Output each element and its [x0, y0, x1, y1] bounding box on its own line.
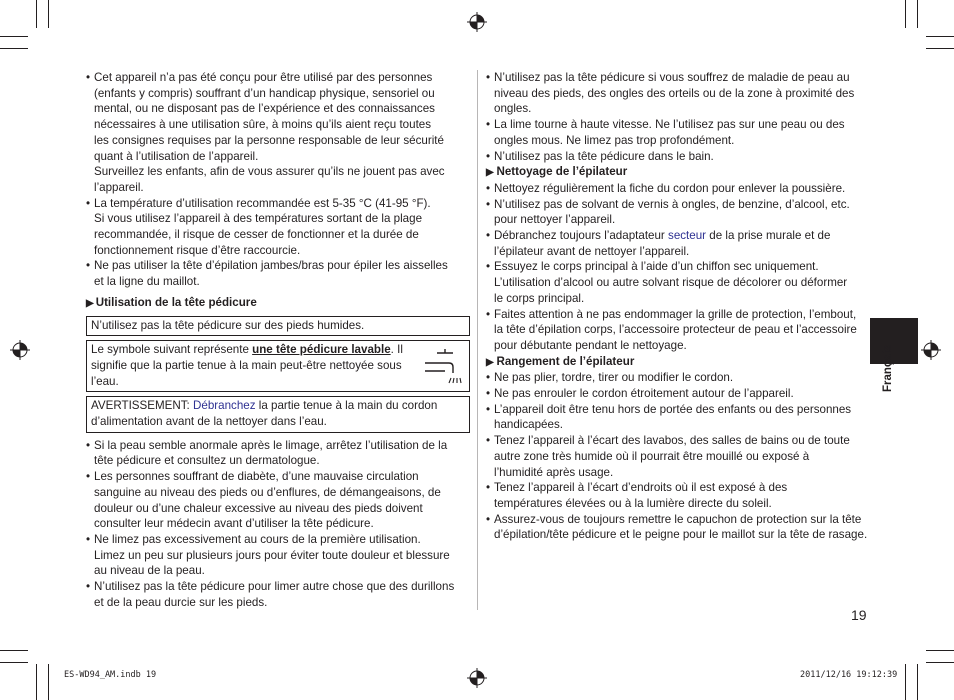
- list-item-line: Ne pas plier, tordre, tirer ou modifier le cordon.: [494, 371, 734, 385]
- list-item: • Assurez-vous de toujours remettre le capuchon de protection sur la tête d’épilation/tête pédicure et le peigne pour le maillot sur la tête de rasage.: [486, 512, 870, 543]
- list-item-line: les consignes requises par la personne responsable de leur sécurité: [94, 133, 444, 147]
- list-item-line: N’utilisez pas la tête pédicure pour limer autre chose que des durillons: [94, 580, 455, 594]
- registration-mark-icon: [467, 12, 487, 32]
- list-item-line: Nettoyez régulièrement la fiche du cordon pour enlever la poussière.: [494, 181, 846, 195]
- list-item-line: tête pédicure et consultez un dermatologue.: [94, 454, 320, 468]
- list-item-line: Tenez l’appareil à l’écart d’endroits où il est exposé à des: [494, 481, 788, 495]
- footer-timestamp: 2011/12/16 19:12:39: [800, 670, 898, 680]
- list-item-line: Ne pas enrouler le cordon étroitement autour de l’appareil.: [494, 387, 794, 401]
- list-item-line: autre zone très humide où il pourrait être mouillé ou exposé à: [494, 449, 810, 463]
- list-item-line: et de la peau durcie sur les pieds.: [94, 595, 268, 609]
- list-item-line: Faites attention à ne pas endommager la grille de protection, l’embout,: [494, 307, 857, 321]
- list-item: • Ne pas plier, tordre, tirer ou modifier le cordon.: [486, 370, 870, 386]
- list-item-line: températures élevées ou à la lumière directe du soleil.: [494, 496, 772, 510]
- section-heading: ▶ Utilisation de la tête pédicure: [86, 295, 257, 309]
- section-heading: ▶ Rangement de l’épilateur: [486, 354, 635, 368]
- list-item: • Tenez l’appareil à l’écart des lavabos, des salles de bains ou de toute autre zone très humide où il pourrait être mouillé ou exposé à l’humidité après usage.: [486, 433, 870, 480]
- left-column: [86, 70, 470, 611]
- list-item: • Faites attention à ne pas endommager la grille de protection, l’embout, la tête d’épilation corps, l’accessoire protecteur de peau et l’accessoire pour débutante pendant le nettoyage.: [486, 307, 870, 354]
- language-tab: [870, 318, 918, 364]
- list-item-line: Limez un peu sur plusieurs jours pour éviter toute douleur et blessure: [94, 548, 450, 562]
- list-item-line: l’appareil.: [94, 180, 144, 194]
- list-item-line: ongles mous. Ne limez pas trop profondément.: [494, 133, 735, 147]
- list-item: • Si la peau semble anormale après le limage, arrêtez l’utilisation de la tête pédicure et consultez un dermatologue.: [86, 438, 470, 469]
- list-item-line: Tenez l’appareil à l’écart des lavabos, des salles de bains ou de toute: [494, 434, 850, 448]
- list-item-line: handicapées.: [494, 418, 563, 432]
- list-item-line: nécessaires à une utilisation sûre, à moins qu’ils aient reçu toutes: [94, 118, 432, 132]
- list-item-line: fonctionnement risque d’être raccourcie.: [94, 243, 301, 257]
- section-heading: ▶ Nettoyage de l’épilateur: [486, 165, 628, 179]
- list-item-line: sanguine au niveau des pieds ou d’enflures, de démangeaisons, de: [94, 485, 441, 499]
- list-item-line: La température d’utilisation recommandée est 5-35 °C (41-95 °F).: [94, 196, 431, 210]
- water-tap-icon: [423, 347, 465, 387]
- list-item-line: d’épilation/tête pédicure et le peigne pour le maillot sur la tête de rasage.: [494, 528, 868, 542]
- crop-mark: [48, 664, 49, 700]
- crop-mark: [926, 36, 954, 37]
- list-item: • N’utilisez pas la tête pédicure pour limer autre chose que des durillons et de la peau durcie sur les pieds.: [86, 579, 470, 610]
- list-item-line: l’humidité après usage.: [494, 465, 614, 479]
- list-item-line: la tête d’épilation corps, l’accessoire protecteur de peau et l’accessoire: [494, 323, 857, 337]
- list-item-line: niveau des pieds, des ongles des orteils ou de la zone à proximité des: [494, 86, 855, 100]
- list-item: • N’utilisez pas la tête pédicure dans le bain.: [486, 149, 870, 165]
- symbol-box: Le symbole suivant représente une tête pédicure lavable. Il signifie que la partie tenue à la main peut-être nettoyée sous l’eau.: [86, 340, 470, 392]
- list-item-line: ongles.: [494, 102, 532, 116]
- list-item-line: N’utilisez pas la tête pédicure dans le bain.: [494, 149, 714, 163]
- crop-mark: [917, 0, 918, 28]
- list-item-line: mental, ou ne disposant pas de l’expérience et des connaissances: [94, 102, 435, 116]
- crop-mark: [905, 0, 906, 28]
- list-item-line: Si la peau semble anormale après le limage, arrêtez l’utilisation de la: [94, 438, 448, 452]
- list-item: • La lime tourne à haute vitesse. Ne l’utilisez pas sur une peau ou des ongles mous. Ne limez pas trop profondément.: [486, 117, 870, 148]
- crop-mark: [905, 664, 906, 700]
- list-item: • Les personnes souffrant de diabète, d’une mauvaise circulation sanguine au niveau des pieds ou d’enflures, de démangeaisons, de douleur ou d’une chaleur excessive au niveau des pieds doivent consulter leur médecin avant d’utiliser la tête pédicure.: [86, 469, 470, 532]
- list-item-line: L’utilisation d’alcool ou autre solvant risque de décolorer ou déformer: [494, 276, 848, 290]
- list-item-line: le corps principal.: [494, 291, 585, 305]
- avertissement-box: AVERTISSEMENT: Débranchez la partie tenue à la main du cordon d’alimentation avant de la nettoyer dans l’eau.: [86, 396, 470, 432]
- list-item: • Nettoyez régulièrement la fiche du cordon pour enlever la poussière.: [486, 181, 870, 197]
- crop-mark: [0, 48, 28, 49]
- footer-file: ES-WD94_AM.indb 19: [64, 670, 157, 680]
- right-column: [486, 70, 870, 543]
- column-divider: [477, 70, 478, 610]
- list-item-line: L’appareil doit être tenu hors de portée des enfants ou des personnes: [494, 402, 852, 416]
- list-item-line: consulter leur médecin avant d’utiliser la tête pédicure.: [94, 517, 374, 531]
- list-item: • Ne pas utiliser la tête d’épilation jambes/bras pour épiler les aisselles et la ligne du maillot.: [86, 258, 470, 289]
- list-item-line: N’utilisez pas la tête pédicure si vous souffrez de maladie de peau au: [494, 71, 850, 84]
- list-item: • Essuyez le corps principal à l’aide d’un chiffon sec uniquement. L’utilisation d’alcool ou autre solvant risque de décolorer ou déformer le corps principal.: [486, 259, 870, 306]
- crop-mark: [917, 664, 918, 700]
- list-item-line: Si vous utilisez l’appareil à des températures sortant de la plage: [94, 212, 423, 226]
- language-label: Français: [882, 344, 894, 392]
- list-item: • L’appareil doit être tenu hors de portée des enfants ou des personnes handicapées.: [486, 402, 870, 433]
- list-item: • Cet appareil n’a pas été conçu pour être utilisé par des personnes (enfants y compris) souffrant d’un handicap physique, sensoriel ou mental, ou ne disposant pas de l’expérience et des connaissances nécessaires à une utilisation sûre, à moins qu’ils aient reçu toutes les consignes requises par la personne responsable de leur sécurité quant à l’utilisation de l’appareil. Surveillez les enfants, afin de vous assurer qu’ils ne jouent pas avec l’appareil.: [86, 70, 470, 196]
- list-item-line: et la ligne du maillot.: [94, 275, 200, 289]
- list-item-line: Essuyez le corps principal à l’aide d’un chiffon sec uniquement.: [494, 260, 819, 274]
- crop-mark: [0, 662, 28, 663]
- crop-mark: [0, 36, 28, 37]
- crop-mark: [48, 0, 49, 28]
- list-item: • N’utilisez pas de solvant de vernis à ongles, de benzine, d’alcool, etc. pour nettoyer l’appareil.: [486, 197, 870, 228]
- list-item-line: Ne limez pas excessivement au cours de la première utilisation.: [94, 532, 421, 546]
- list-item-line: N’utilisez pas de solvant de vernis à ongles, de benzine, d’alcool, etc.: [494, 197, 850, 211]
- crop-mark: [926, 650, 954, 651]
- registration-mark-icon: [467, 668, 487, 688]
- list-item-line: Les personnes souffrant de diabète, d’une mauvaise circulation: [94, 470, 419, 484]
- list-item-line: Cet appareil n’a pas été conçu pour être utilisé par des personnes: [94, 71, 433, 84]
- list-item-line: quant à l’utilisation de l’appareil.: [94, 149, 259, 163]
- list-item-line: La lime tourne à haute vitesse. Ne l’utilisez pas sur une peau ou des: [494, 118, 845, 132]
- list-item-line: douleur ou d’une chaleur excessive au niveau des pieds doivent: [94, 501, 423, 515]
- warning-box: N’utilisez pas la tête pédicure sur des pieds humides.: [86, 316, 470, 337]
- page-number: 19: [851, 607, 867, 623]
- list-item-line: pour nettoyer l’appareil.: [494, 213, 616, 227]
- list-item: • Ne pas enrouler le cordon étroitement autour de l’appareil.: [486, 386, 870, 402]
- list-item-line: pour débutante pendant le nettoyage.: [494, 338, 687, 352]
- list-item-line: (enfants y compris) souffrant d’un handicap physique, sensoriel ou: [94, 86, 435, 100]
- registration-mark-icon: [921, 340, 941, 360]
- list-item-line: recommandée, il risque de cesser de fonctionner et la durée de: [94, 228, 419, 242]
- list-item: • Ne limez pas excessivement au cours de la première utilisation. Limez un peu sur plusieurs jours pour éviter toute douleur et blessure au niveau de la peau.: [86, 532, 470, 579]
- crop-mark: [0, 650, 28, 651]
- list-item-line: Assurez-vous de toujours remettre le capuchon de protection sur la tête: [494, 512, 862, 526]
- list-item-line: au niveau de la peau.: [94, 564, 205, 578]
- list-item: • N’utilisez pas la tête pédicure si vous souffrez de maladie de peau au niveau des pieds, des ongles des orteils ou de la zone à proximité des ongles.: [486, 70, 870, 117]
- crop-mark: [36, 0, 37, 28]
- list-item-line: Ne pas utiliser la tête d’épilation jambes/bras pour épiler les aisselles: [94, 259, 448, 273]
- list-item: • La température d’utilisation recommandée est 5-35 °C (41-95 °F). Si vous utilisez l’appareil à des températures sortant de la plage recommandée, il risque de cesser de fonctionner et la durée de fonctionnement risque d’être raccourcie.: [86, 196, 470, 259]
- list-item-line: Surveillez les enfants, afin de vous assurer qu’ils ne jouent pas avec: [94, 165, 445, 179]
- registration-mark-icon: [10, 340, 30, 360]
- list-item: • Débranchez toujours l’adaptateur secteur de la prise murale et de l’épilateur avant de nettoyer l’appareil.: [486, 229, 831, 258]
- crop-mark: [926, 48, 954, 49]
- crop-mark: [36, 664, 37, 700]
- list-item: • Tenez l’appareil à l’écart d’endroits où il est exposé à des températures élevées ou à la lumière directe du soleil.: [486, 480, 870, 511]
- crop-mark: [926, 662, 954, 663]
